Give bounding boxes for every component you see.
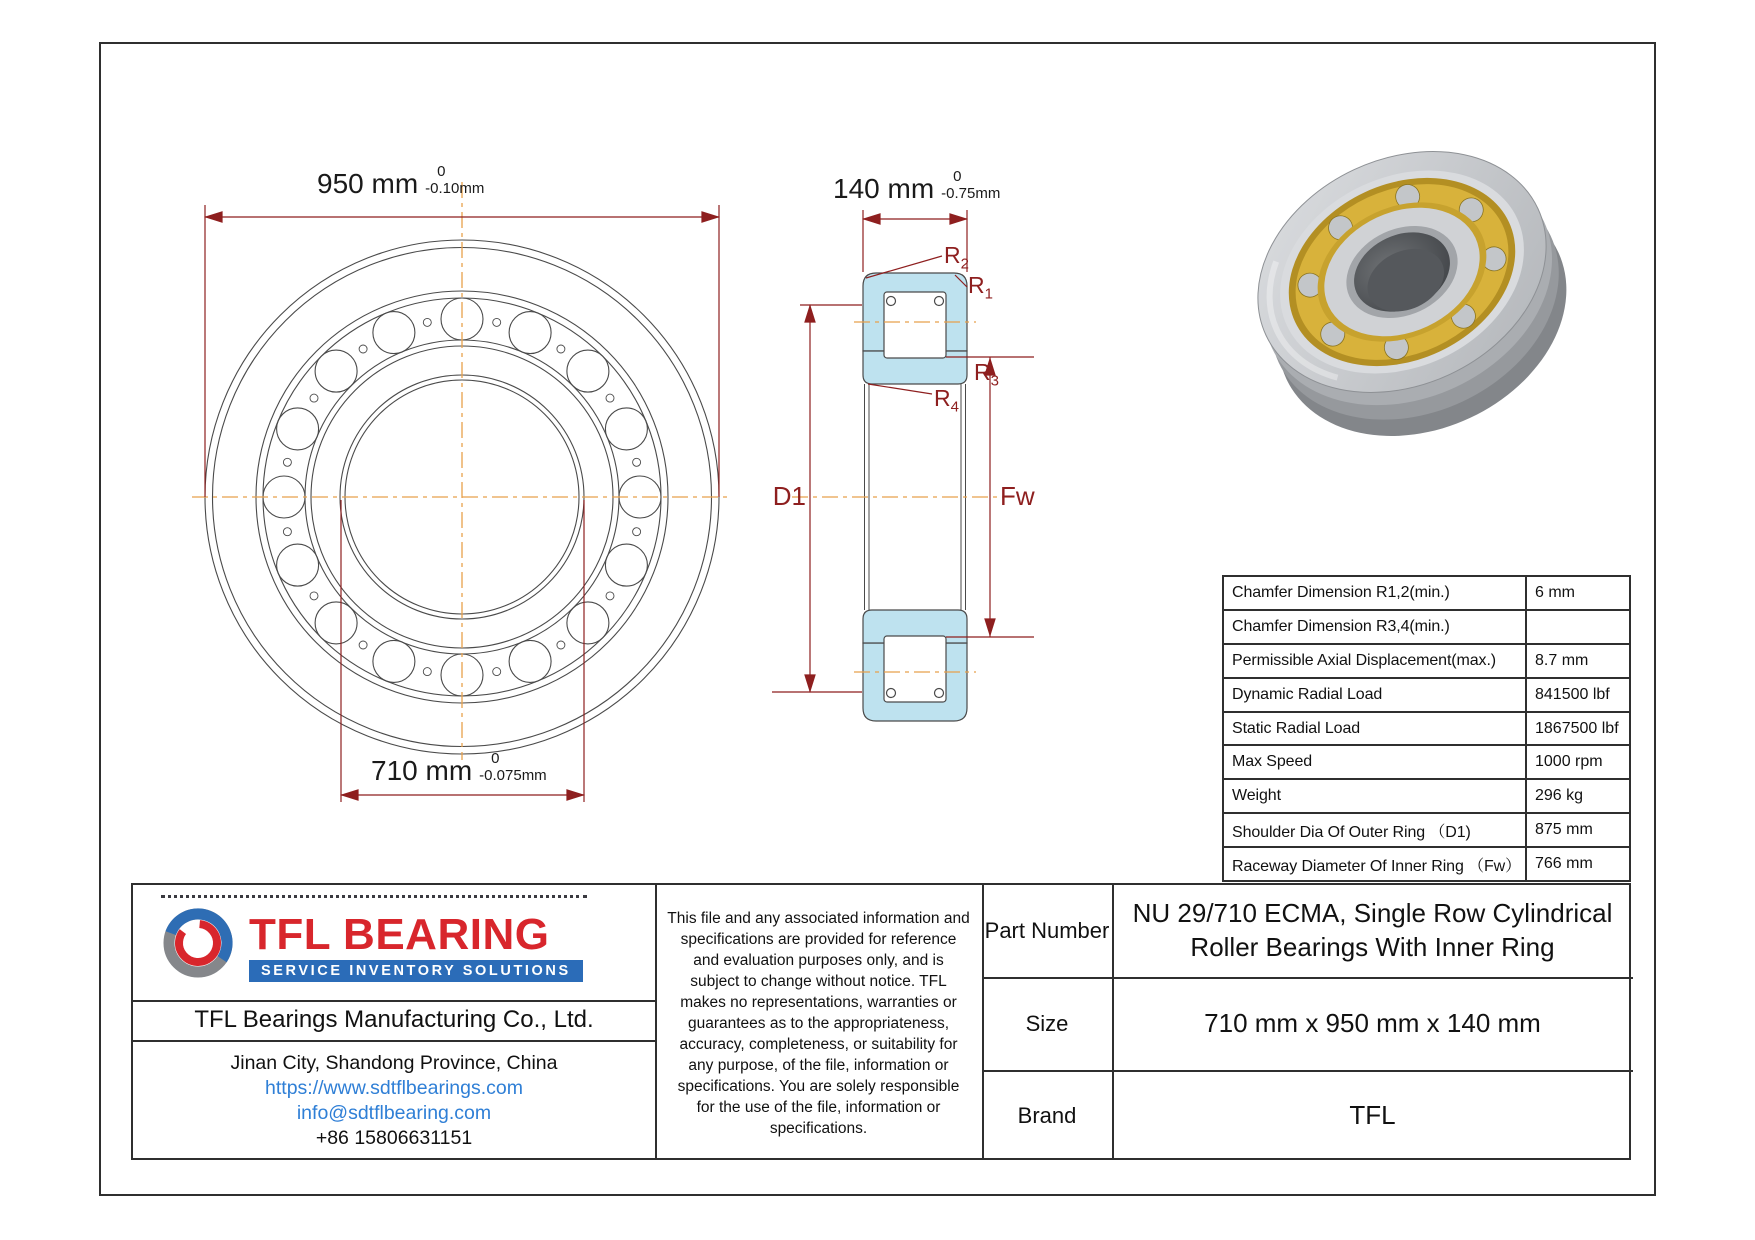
company-name: TFL Bearings Manufacturing Co., Ltd. [194,1006,594,1033]
callout-r3: $R_3$ [974,359,999,390]
brand-value: TFL [1349,1100,1396,1131]
title-block [131,883,1631,1160]
brand-label: Brand [1017,1103,1077,1128]
table-row: Max Speed 1000 rpm [1224,744,1629,778]
table-row: Dynamic Radial Load 841500 lbf [1224,677,1629,711]
company-contact [133,1040,655,1162]
table-row: Chamfer Dimension R3,4(min.) [1224,609,1629,643]
table-row: Raceway Diameter Of Inner Ring （Fw） 766 mm [1224,846,1629,880]
disclaimer [655,885,982,1162]
table-row: Chamfer Dimension R1,2(min.) 6 mm [1224,577,1629,609]
tfl-logo-icon [159,904,237,982]
logo-tagline: SERVICE INVENTORY SOLUTIONS [249,960,583,983]
dimension-bore [371,750,547,785]
table-row: Permissible Axial Displacement(max.) 8.7 mm [1224,643,1629,677]
table-row: Shoulder Dia Of Outer Ring （D1) 875 mm [1224,812,1629,846]
callout-r2: $R_2$ [944,242,969,273]
table-row: Static Radial Load 1867500 lbf [1224,711,1629,745]
part-number-value: NU 29/710 ECMA, Single Row Cylindrical Roller Bearings With Inner Ring [1132,898,1613,962]
bearing-3d-render [1218,106,1606,481]
company-phone: +86 15806631151 [315,1127,473,1149]
specifications-table [1222,575,1631,882]
bore-tolerance: 0 -0.075mm [479,750,547,785]
disclaimer-text: This file and any associated information and specifications are provided for reference and evaluation purposes only, and is subject to change without notice. TFL makes no representations, warranties or guarantees as to the appropriateness, accuracy, completeness, or suitability for any purpose, of the file, information or specifications. You are solely responsible for the use of the file, information or specifications. [667,909,970,1138]
od-value: 950 mm [317,167,419,199]
logo-text [249,909,583,983]
size-label: Size [1025,1010,1069,1036]
bore-value: 710 mm [371,754,473,786]
company-email-link[interactable]: info@sdtflbearing.com [296,1102,492,1124]
label-d1: D1 [772,481,806,511]
size-value: 710 mm x 950 mm x 140 mm [1204,1007,1541,1038]
callout-r4: $R_4$ [934,385,959,416]
company-logo [133,885,655,1000]
od-tolerance: 0 -0.10mm [425,163,485,198]
logo-wordmark: TFL BEARING [249,909,550,959]
company-address: Jinan City, Shandong Province, China [230,1052,558,1074]
dimension-width [833,168,1000,203]
part-number-label: Part Number [984,918,1110,943]
label-fw: Fw [1000,481,1035,511]
table-row: Weight 296 kg [1224,778,1629,812]
width-tolerance: 0 -0.75mm [941,168,1001,203]
dimension-outer-diameter [317,163,484,198]
company-website-link[interactable]: https://www.sdtflbearings.com [265,1077,523,1099]
logo-divider-line [161,895,587,898]
width-value: 140 mm [833,172,935,204]
callout-r1: $R_1$ [968,272,993,303]
